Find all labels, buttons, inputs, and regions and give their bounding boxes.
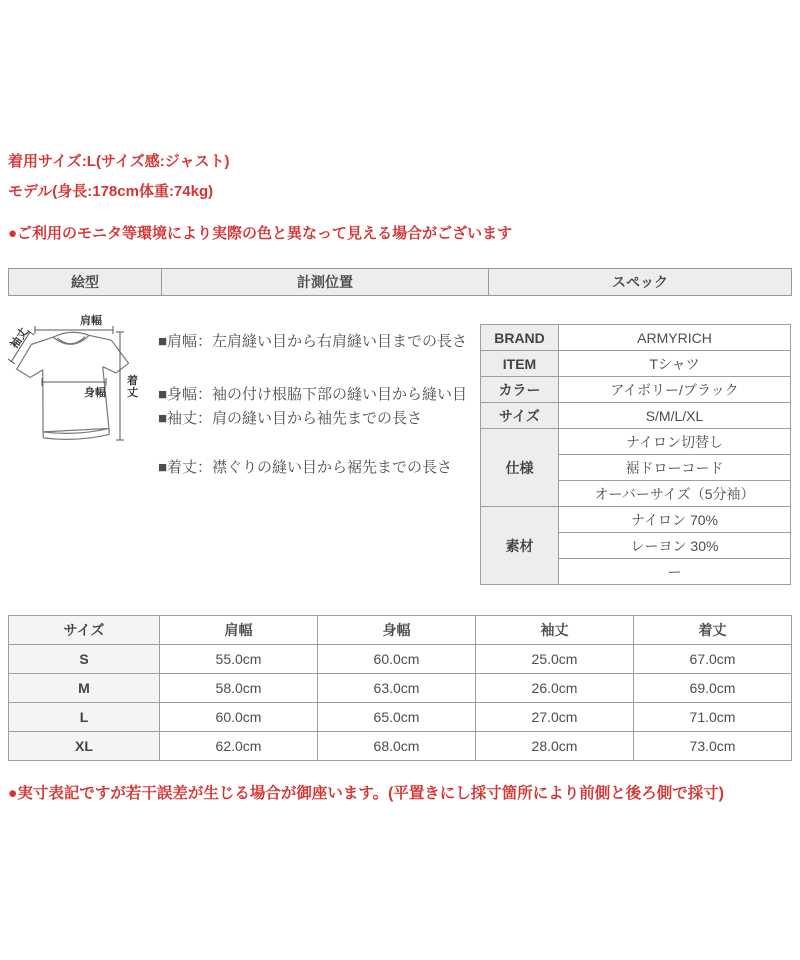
size-m-shoulder: 58.0cm bbox=[160, 674, 318, 703]
size-s-shoulder: 55.0cm bbox=[160, 645, 318, 674]
measurement-tolerance-notice: ●実寸表記ですが若干誤差が生じる場合が御座います。(平置きにし採寸箇所により前側と後ろ側で採寸) bbox=[8, 785, 724, 802]
table-row-size-m bbox=[9, 674, 792, 703]
size-chart-table bbox=[8, 615, 792, 761]
size-l-length: 71.0cm bbox=[634, 703, 792, 732]
size-s-length: 67.0cm bbox=[634, 645, 792, 674]
table-row bbox=[481, 325, 791, 351]
size-s-sleeve: 25.0cm bbox=[476, 645, 634, 674]
size-l-width: 65.0cm bbox=[318, 703, 476, 732]
size-l-shoulder: 60.0cm bbox=[160, 703, 318, 732]
model-info-note: モデル(身長:178cm体重:74kg) bbox=[8, 183, 214, 200]
diagram-label-length-1: 着 bbox=[127, 375, 138, 387]
size-xl-shoulder: 62.0cm bbox=[160, 732, 318, 761]
tshirt-measurement-diagram bbox=[8, 312, 148, 462]
spec-feature-3: オーバーサイズ（5分袖） bbox=[559, 481, 791, 507]
size-chart-header-size: サイズ bbox=[9, 616, 160, 645]
spec-brand-value: ARMYRICH bbox=[559, 325, 791, 351]
size-chart-header-length: 着丈 bbox=[634, 616, 792, 645]
table-row bbox=[481, 403, 791, 429]
diagram-label-body-width: 身幅 bbox=[84, 387, 106, 399]
header-measure-position: 計測位置 bbox=[162, 269, 489, 295]
spec-feature-label: 仕様 bbox=[481, 429, 559, 507]
size-s-label: S bbox=[9, 645, 160, 674]
table-row bbox=[481, 429, 791, 455]
desc-garment-length: ■着丈：襟ぐりの縫い目から裾先までの長さ bbox=[158, 459, 453, 476]
spec-feature-1: ナイロン切替し bbox=[559, 429, 791, 455]
spec-item-label: ITEM bbox=[481, 351, 559, 377]
size-xl-label: XL bbox=[9, 732, 160, 761]
table-row-size-xl bbox=[9, 732, 792, 761]
spec-size-value: S/M/L/XL bbox=[559, 403, 791, 429]
table-row-size-l bbox=[9, 703, 792, 732]
spec-color-label: カラー bbox=[481, 377, 559, 403]
table-row bbox=[481, 351, 791, 377]
size-l-label: L bbox=[9, 703, 160, 732]
size-s-width: 60.0cm bbox=[318, 645, 476, 674]
size-chart-header-row bbox=[9, 616, 792, 645]
size-chart-header-width: 身幅 bbox=[318, 616, 476, 645]
spec-feature-2: 裾ドローコード bbox=[559, 455, 791, 481]
tshirt-diagram-icon bbox=[8, 312, 148, 462]
table-row-size-s bbox=[9, 645, 792, 674]
diagram-label-shoulder: 肩幅 bbox=[80, 315, 102, 327]
size-m-sleeve: 26.0cm bbox=[476, 674, 634, 703]
spec-color-value: アイボリー/ブラック bbox=[559, 377, 791, 403]
size-m-width: 63.0cm bbox=[318, 674, 476, 703]
spec-item-value: Tシャツ bbox=[559, 351, 791, 377]
diagram-label-length-2: 丈 bbox=[127, 387, 138, 399]
header-spec: スペック bbox=[612, 274, 668, 290]
table-row bbox=[481, 377, 791, 403]
size-chart-header-shoulder: 肩幅 bbox=[160, 616, 318, 645]
size-xl-length: 73.0cm bbox=[634, 732, 792, 761]
desc-shoulder-width: ■肩幅：左肩縫い目から右肩縫い目までの長さ bbox=[158, 333, 468, 350]
diagram-label-sleeve: 袖丈 bbox=[8, 326, 31, 351]
size-m-label: M bbox=[9, 674, 160, 703]
size-m-length: 69.0cm bbox=[634, 674, 792, 703]
spec-brand-label: BRAND bbox=[481, 325, 559, 351]
spec-material-2: レーヨン 30% bbox=[559, 533, 791, 559]
header-drawing: 絵型 bbox=[9, 269, 162, 295]
size-l-sleeve: 27.0cm bbox=[476, 703, 634, 732]
size-xl-width: 68.0cm bbox=[318, 732, 476, 761]
size-chart-header-sleeve: 袖丈 bbox=[476, 616, 634, 645]
spec-table bbox=[480, 324, 791, 585]
table-row bbox=[481, 507, 791, 533]
size-xl-sleeve: 28.0cm bbox=[476, 732, 634, 761]
wear-size-note: 着用サイズ:L(サイズ感:ジャスト) bbox=[8, 153, 230, 170]
monitor-color-notice: ●ご利用のモニタ等環境により実際の色と異なって見える場合がございます bbox=[8, 225, 513, 242]
spec-size-label: サイズ bbox=[481, 403, 559, 429]
desc-body-width: ■身幅：袖の付け根脇下部の縫い目から縫い目 bbox=[158, 386, 468, 403]
spec-material-1: ナイロン 70% bbox=[559, 507, 791, 533]
spec-material-3: ー bbox=[559, 559, 791, 585]
desc-sleeve-length: ■袖丈：肩の縫い目から袖先までの長さ bbox=[158, 410, 423, 427]
section-header-row bbox=[8, 268, 792, 296]
spec-material-label: 素材 bbox=[481, 507, 559, 585]
